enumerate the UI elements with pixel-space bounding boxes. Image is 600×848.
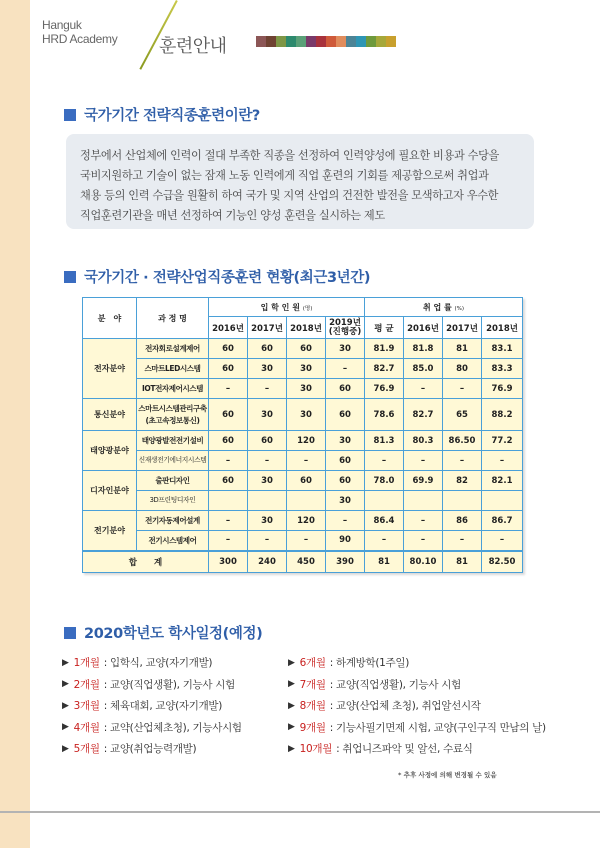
schedule-month: 10개월 xyxy=(299,743,333,756)
course-cell xyxy=(137,379,209,399)
header-2018: 2018년 xyxy=(287,317,326,339)
table-row xyxy=(83,339,523,359)
value-cell: 60 xyxy=(326,379,365,399)
table-row xyxy=(83,399,523,431)
value-cell: 30 xyxy=(287,359,326,379)
color-swatch xyxy=(306,36,316,47)
value-cell xyxy=(404,491,443,511)
value-cell: 76.9 xyxy=(482,379,523,399)
triangle-bullet-icon: ▶ xyxy=(62,743,69,754)
schedule-description: : 하계방학(1주일) xyxy=(329,657,410,670)
value-cell: 60 xyxy=(287,471,326,491)
intro-line: 채용 등의 인력 수급을 원활히 하여 국가 및 지역 산업의 건전한 발전을 모색하고자 우수한 xyxy=(80,189,499,202)
course-name: 출판디자인 xyxy=(155,476,190,485)
total-value-cell: 300 xyxy=(209,551,248,573)
schedule-item xyxy=(62,717,242,739)
course-name: 전기자동제어설계 xyxy=(145,516,200,525)
value-cell: 81.8 xyxy=(404,339,443,359)
schedule-list-right xyxy=(288,652,546,760)
value-cell: 30 xyxy=(248,471,287,491)
left-decorative-strip xyxy=(0,0,30,848)
value-cell xyxy=(482,491,523,511)
value-cell: 30 xyxy=(326,339,365,359)
course-cell xyxy=(137,471,209,491)
value-cell: – xyxy=(404,531,443,551)
brand-logo-text xyxy=(42,18,117,46)
stats-heading-text: 국가기간 · 전략산업직종훈련 현황(최근3년간) xyxy=(84,270,371,286)
schedule-item xyxy=(288,717,546,739)
value-cell: – xyxy=(209,451,248,471)
schedule-note: * 추후 사정에 의해 변경될 수 있음 xyxy=(398,771,497,779)
header-enrollment-label: 입 학 인 원 xyxy=(260,302,300,312)
value-cell: – xyxy=(248,451,287,471)
value-cell: 88.2 xyxy=(482,399,523,431)
total-value-cell: 390 xyxy=(326,551,365,573)
value-cell: – xyxy=(365,451,404,471)
value-cell: 77.2 xyxy=(482,431,523,451)
total-value-cell: 82.50 xyxy=(482,551,523,573)
section-title: 훈련안내 xyxy=(159,36,227,57)
value-cell: – xyxy=(443,451,482,471)
value-cell: 60 xyxy=(326,451,365,471)
table-row xyxy=(83,379,523,399)
triangle-bullet-icon: ▶ xyxy=(62,722,69,733)
value-cell: – xyxy=(326,359,365,379)
value-cell: 82.7 xyxy=(365,359,404,379)
schedule-month: 6개월 xyxy=(299,657,326,670)
total-value-cell: 450 xyxy=(287,551,326,573)
schedule-heading xyxy=(64,622,262,643)
value-cell: 60 xyxy=(287,339,326,359)
schedule-description: : 교양(취업능력개발) xyxy=(103,743,197,756)
total-label: 합 계 xyxy=(83,551,209,573)
value-cell: – xyxy=(209,379,248,399)
value-cell: 80 xyxy=(443,359,482,379)
course-name: 3D프린팅디자인 xyxy=(149,496,196,504)
course-cell xyxy=(137,531,209,551)
value-cell: 86 xyxy=(443,511,482,531)
footer-divider xyxy=(0,811,600,813)
value-cell: – xyxy=(287,451,326,471)
header-2019 xyxy=(326,317,365,339)
schedule-item xyxy=(62,674,242,696)
table-row xyxy=(83,511,523,531)
value-cell: 81.9 xyxy=(365,339,404,359)
schedule-description: : 취업니즈파악 및 알선, 수료식 xyxy=(336,743,473,756)
total-value-cell: 240 xyxy=(248,551,287,573)
field-cell: 디자인분야 xyxy=(83,471,137,511)
header-emp-2016: 2016년 xyxy=(404,317,443,339)
field-cell: 전기분야 xyxy=(83,511,137,551)
triangle-bullet-icon: ▶ xyxy=(62,700,69,711)
course-cell xyxy=(137,491,209,511)
course-cell xyxy=(137,431,209,451)
value-cell: 30 xyxy=(326,491,365,511)
schedule-item xyxy=(288,738,546,760)
value-cell: 30 xyxy=(248,511,287,531)
table-row xyxy=(83,471,523,491)
schedule-item xyxy=(62,652,242,674)
value-cell: – xyxy=(248,531,287,551)
schedule-description: : 교약(산업체초청), 기능사시험 xyxy=(103,721,242,734)
value-cell: – xyxy=(404,451,443,471)
value-cell: 81.3 xyxy=(365,431,404,451)
value-cell: 120 xyxy=(287,511,326,531)
value-cell: – xyxy=(287,531,326,551)
schedule-item xyxy=(62,738,242,760)
course-name: 전자회로설계제어 xyxy=(145,344,200,353)
value-cell: 82.1 xyxy=(482,471,523,491)
color-swatch xyxy=(266,36,276,47)
triangle-bullet-icon: ▶ xyxy=(288,700,295,711)
color-swatch xyxy=(386,36,396,47)
header-enrollment xyxy=(209,298,365,317)
value-cell: 78.6 xyxy=(365,399,404,431)
header-field: 분 야 xyxy=(83,298,137,339)
header-enrollment-unit: (명) xyxy=(302,305,313,312)
schedule-description: : 입학식, 교양(자기개발) xyxy=(103,657,213,670)
value-cell: 83.1 xyxy=(482,339,523,359)
header-emp-2017: 2017년 xyxy=(443,317,482,339)
intro-line: 정부에서 산업체에 인력이 절대 부족한 직종을 선정하여 인력양성에 필요한 비용과 수당을 xyxy=(80,149,499,162)
course-cell xyxy=(137,359,209,379)
intro-line: 직업훈련기관을 매년 선정하여 기능인 양성 훈련을 실시하는 제도 xyxy=(80,209,385,222)
square-bullet-icon xyxy=(64,271,76,283)
value-cell: 86.50 xyxy=(443,431,482,451)
value-cell: 69.9 xyxy=(404,471,443,491)
schedule-description: : 교양(산업체 초청), 취업알선시작 xyxy=(329,700,481,713)
color-swatch xyxy=(336,36,346,47)
value-cell: 65 xyxy=(443,399,482,431)
schedule-heading-text: 2020학년도 학사일정(예정) xyxy=(84,626,263,642)
value-cell: 60 xyxy=(209,339,248,359)
course-name: 전기시스템제어 xyxy=(148,535,197,545)
color-swatch xyxy=(366,36,376,47)
value-cell: 30 xyxy=(248,359,287,379)
schedule-month: 4개월 xyxy=(73,721,100,734)
value-cell: 60 xyxy=(248,339,287,359)
course-name: 스마트시스템관리구축 xyxy=(138,404,207,413)
triangle-bullet-icon: ▶ xyxy=(288,722,295,733)
value-cell: 30 xyxy=(248,399,287,431)
value-cell: 60 xyxy=(209,359,248,379)
course-cell xyxy=(137,399,209,431)
triangle-bullet-icon: ▶ xyxy=(288,679,295,690)
value-cell: 30 xyxy=(287,399,326,431)
intro-heading-text: 국가기간 전략직종훈련이란? xyxy=(84,108,260,124)
header-emp-2018: 2018년 xyxy=(482,317,523,339)
total-row xyxy=(83,551,523,573)
color-swatch xyxy=(326,36,336,47)
header-course: 과 정 명 xyxy=(137,298,209,339)
value-cell xyxy=(209,491,248,511)
schedule-month: 7개월 xyxy=(299,678,326,691)
schedule-month: 1개월 xyxy=(73,657,100,670)
value-cell: 86.7 xyxy=(482,511,523,531)
header-2017: 2017년 xyxy=(248,317,287,339)
header-2019-year: 2019년 xyxy=(329,317,361,328)
value-cell: 60 xyxy=(326,471,365,491)
value-cell: 83.3 xyxy=(482,359,523,379)
value-cell: 120 xyxy=(287,431,326,451)
value-cell: – xyxy=(365,531,404,551)
course-name: IOT전자제어시스템 xyxy=(142,384,203,393)
table-row xyxy=(83,359,523,379)
value-cell: – xyxy=(326,511,365,531)
value-cell: – xyxy=(443,379,482,399)
schedule-description: : 교양(직업생활), 기능사 시험 xyxy=(103,678,235,691)
table-row xyxy=(83,491,523,511)
value-cell: – xyxy=(209,511,248,531)
course-name: 신재생전기에너지시스템 xyxy=(138,456,207,464)
value-cell xyxy=(287,491,326,511)
value-cell: – xyxy=(482,531,523,551)
value-cell: 60 xyxy=(209,431,248,451)
schedule-month: 9개월 xyxy=(299,721,326,734)
header-employment xyxy=(365,298,523,317)
color-swatch xyxy=(256,36,266,47)
value-cell: 60 xyxy=(248,431,287,451)
course-subname: (초고속정보통신) xyxy=(145,416,200,425)
square-bullet-icon xyxy=(64,109,76,121)
triangle-bullet-icon: ▶ xyxy=(62,657,69,668)
value-cell: 90 xyxy=(326,531,365,551)
value-cell: 82 xyxy=(443,471,482,491)
total-value-cell: 80.10 xyxy=(404,551,443,573)
color-swatch xyxy=(356,36,366,47)
value-cell: – xyxy=(209,531,248,551)
intro-heading xyxy=(64,104,260,125)
value-cell: – xyxy=(248,379,287,399)
value-cell: – xyxy=(404,379,443,399)
header-average: 평 균 xyxy=(365,317,404,339)
schedule-item xyxy=(288,674,546,696)
square-bullet-icon xyxy=(64,627,76,639)
course-cell xyxy=(137,511,209,531)
value-cell: – xyxy=(443,531,482,551)
value-cell: – xyxy=(482,451,523,471)
value-cell: 82.7 xyxy=(404,399,443,431)
value-cell: 85.0 xyxy=(404,359,443,379)
value-cell: – xyxy=(404,511,443,531)
triangle-bullet-icon: ▶ xyxy=(288,743,295,754)
stats-heading xyxy=(64,266,370,287)
value-cell xyxy=(248,491,287,511)
value-cell xyxy=(443,491,482,511)
value-cell: 60 xyxy=(326,399,365,431)
schedule-month: 2개월 xyxy=(73,678,100,691)
color-swatch xyxy=(296,36,306,47)
course-cell xyxy=(137,451,209,471)
schedule-description: : 기능사필기면제 시험, 교양(구인구직 만남의 날) xyxy=(329,721,546,734)
value-cell: 60 xyxy=(209,471,248,491)
table-row xyxy=(83,431,523,451)
schedule-month: 3개월 xyxy=(73,700,100,713)
table-row xyxy=(83,451,523,471)
field-cell: 태양광분야 xyxy=(83,431,137,471)
color-swatch xyxy=(286,36,296,47)
field-cell: 통신분야 xyxy=(83,399,137,431)
field-cell: 전자분야 xyxy=(83,339,137,399)
triangle-bullet-icon: ▶ xyxy=(288,657,295,668)
color-swatch xyxy=(376,36,386,47)
value-cell: 30 xyxy=(326,431,365,451)
value-cell xyxy=(365,491,404,511)
intro-description-box xyxy=(66,134,534,229)
decorative-color-bar xyxy=(256,36,396,47)
total-value-cell: 81 xyxy=(365,551,404,573)
course-cell xyxy=(137,339,209,359)
triangle-bullet-icon: ▶ xyxy=(62,679,69,690)
color-swatch xyxy=(346,36,356,47)
value-cell: 60 xyxy=(209,399,248,431)
course-name: 태양광발전전기설비 xyxy=(141,436,204,445)
schedule-month: 5개월 xyxy=(73,743,100,756)
brand-line-1: Hanguk xyxy=(42,18,82,32)
training-stats-table xyxy=(82,297,523,573)
schedule-description: : 교양(직업생활), 기능사 시험 xyxy=(329,678,461,691)
total-value-cell: 81 xyxy=(443,551,482,573)
schedule-month: 8개월 xyxy=(299,700,326,713)
header-employment-unit: (%) xyxy=(454,305,465,312)
schedule-item xyxy=(288,695,546,717)
schedule-item xyxy=(288,652,546,674)
value-cell: 81 xyxy=(443,339,482,359)
value-cell: 80.3 xyxy=(404,431,443,451)
schedule-item xyxy=(62,695,242,717)
color-swatch xyxy=(316,36,326,47)
value-cell: 76.9 xyxy=(365,379,404,399)
brand-line-2: HRD Academy xyxy=(42,32,118,46)
header-employment-label: 취 업 률 xyxy=(422,302,452,312)
intro-line: 국비지원하고 기술이 없는 잠재 노동 인력에게 직업 훈련의 기회를 제공함으로써 취업과 xyxy=(80,169,489,182)
course-name: 스마트LED시스템 xyxy=(144,364,201,373)
schedule-list-left xyxy=(62,652,242,760)
header-2016: 2016년 xyxy=(209,317,248,339)
schedule-description: : 체육대회, 교양(자기개발) xyxy=(103,700,223,713)
header-2019-note: (진행중) xyxy=(328,326,362,337)
table-row xyxy=(83,531,523,551)
value-cell: 30 xyxy=(287,379,326,399)
value-cell: 86.4 xyxy=(365,511,404,531)
value-cell: 78.0 xyxy=(365,471,404,491)
color-swatch xyxy=(276,36,286,47)
